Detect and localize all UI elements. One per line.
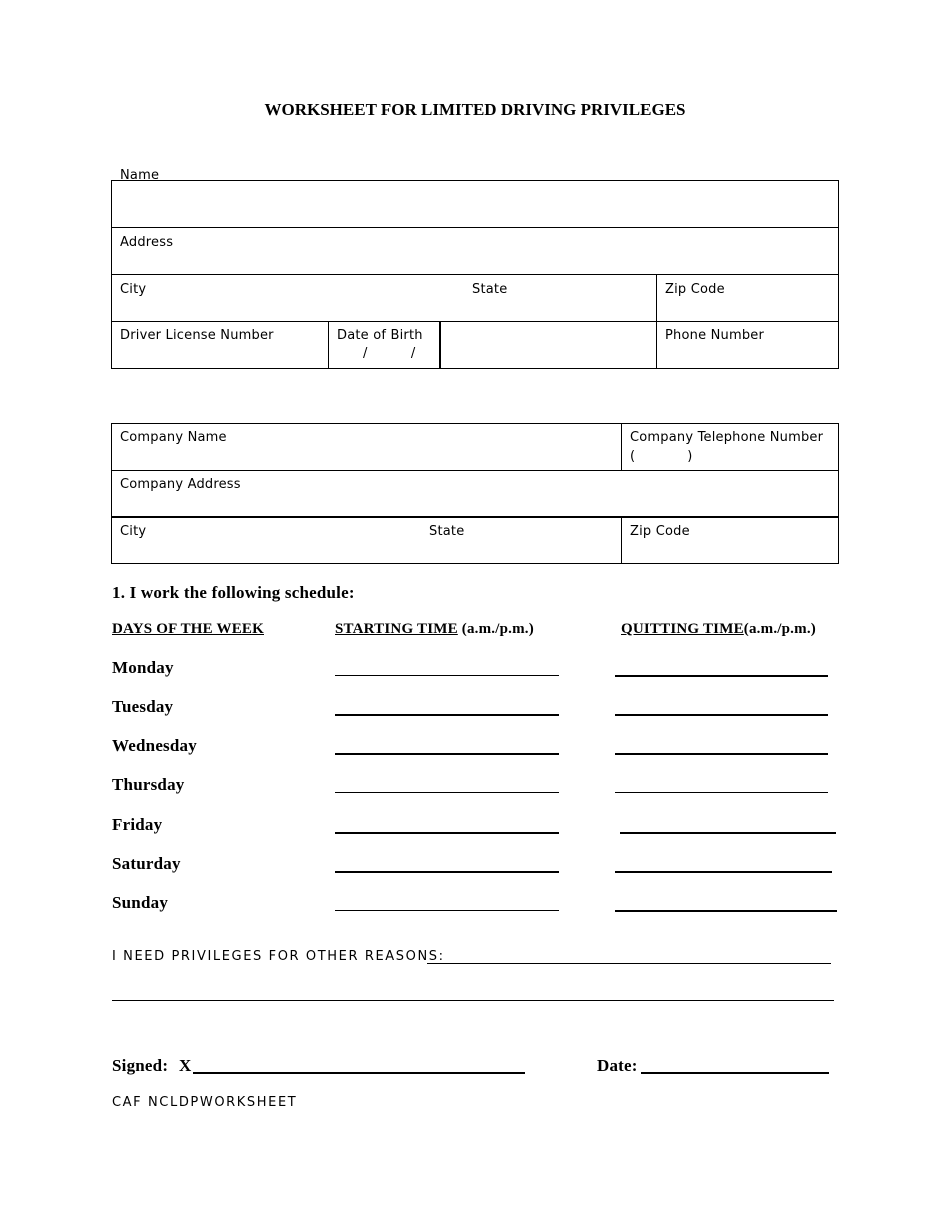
saturday-start-field[interactable] xyxy=(335,871,559,873)
other-reasons-field-line-2[interactable] xyxy=(112,1000,834,1001)
other-reasons-field[interactable] xyxy=(427,963,831,964)
starting-time-header-suffix: (a.m./p.m.) xyxy=(457,621,534,637)
sunday-start-field[interactable] xyxy=(335,910,559,911)
dob-field[interactable]: / / xyxy=(363,346,416,361)
thursday-quit-field[interactable] xyxy=(615,792,828,793)
company-address-label: Company Address xyxy=(120,477,241,492)
days-header: DAYS OF THE WEEK xyxy=(112,621,264,637)
monday-start-field[interactable] xyxy=(335,675,559,676)
day-label-wednesday: Wednesday xyxy=(112,736,197,755)
phone-label: Phone Number xyxy=(665,328,765,343)
city-label: City xyxy=(120,282,147,297)
signature-field[interactable] xyxy=(193,1072,525,1074)
company-zip-label: Zip Code xyxy=(630,524,690,539)
day-label-saturday: Saturday xyxy=(112,854,181,873)
saturday-quit-field[interactable] xyxy=(615,871,832,873)
company-zip-field[interactable] xyxy=(622,518,838,563)
thursday-start-field[interactable] xyxy=(335,792,559,793)
zip-field[interactable] xyxy=(657,275,838,321)
starting-time-header-text: STARTING TIME xyxy=(335,621,458,637)
other-reasons-label: I NEED PRIVILEGES FOR OTHER REASONS: xyxy=(112,949,445,964)
date-field[interactable] xyxy=(641,1072,829,1074)
tuesday-quit-field[interactable] xyxy=(615,714,828,716)
page-title: WORKSHEET FOR LIMITED DRIVING PRIVILEGES xyxy=(264,100,686,119)
company-city-state-field[interactable] xyxy=(112,518,621,563)
form-code: CAF NCLDPWORKSHEET xyxy=(112,1095,298,1110)
zip-label: Zip Code xyxy=(665,282,725,297)
day-label-thursday: Thursday xyxy=(112,775,185,794)
divider xyxy=(621,423,622,470)
company-phone-field[interactable]: ( ) xyxy=(630,449,693,464)
company-city-label: City xyxy=(120,524,147,539)
monday-quit-field[interactable] xyxy=(615,675,828,677)
friday-quit-field[interactable] xyxy=(620,832,836,834)
quitting-time-header xyxy=(621,621,816,638)
starting-time-header xyxy=(335,621,534,638)
city-state-field[interactable] xyxy=(112,275,656,321)
wednesday-quit-field[interactable] xyxy=(615,753,828,755)
company-name-label: Company Name xyxy=(120,430,227,445)
name-label: Name xyxy=(120,168,160,183)
company-state-label: State xyxy=(429,524,465,539)
state-label: State xyxy=(472,282,508,297)
sunday-quit-field[interactable] xyxy=(615,910,837,912)
company-address-field[interactable] xyxy=(112,471,838,516)
day-label-monday: Monday xyxy=(112,658,174,677)
day-label-tuesday: Tuesday xyxy=(112,697,174,716)
divider xyxy=(328,321,329,369)
schedule-heading: 1. I work the following schedule: xyxy=(112,583,355,602)
date-label: Date: xyxy=(597,1056,638,1075)
license-field[interactable] xyxy=(112,322,328,368)
dob-label: Date of Birth xyxy=(337,328,423,343)
tuesday-start-field[interactable] xyxy=(335,714,559,716)
day-label-friday: Friday xyxy=(112,815,163,834)
friday-start-field[interactable] xyxy=(335,832,559,834)
license-label: Driver License Number xyxy=(120,328,274,343)
address-label: Address xyxy=(120,235,174,250)
quitting-time-header-text: QUITTING TIME xyxy=(621,621,744,637)
wednesday-start-field[interactable] xyxy=(335,753,559,755)
name-field[interactable] xyxy=(112,181,838,227)
signed-label: Signed: xyxy=(112,1056,169,1075)
signature-x-mark: X xyxy=(179,1056,192,1075)
phone-field[interactable] xyxy=(657,322,838,368)
address-field[interactable] xyxy=(112,228,838,274)
company-phone-label: Company Telephone Number xyxy=(630,430,824,445)
quitting-time-header-suffix: (a.m./p.m.) xyxy=(743,621,816,637)
company-name-field[interactable] xyxy=(112,424,621,470)
day-label-sunday: Sunday xyxy=(112,893,169,912)
blank-field[interactable] xyxy=(441,322,656,368)
